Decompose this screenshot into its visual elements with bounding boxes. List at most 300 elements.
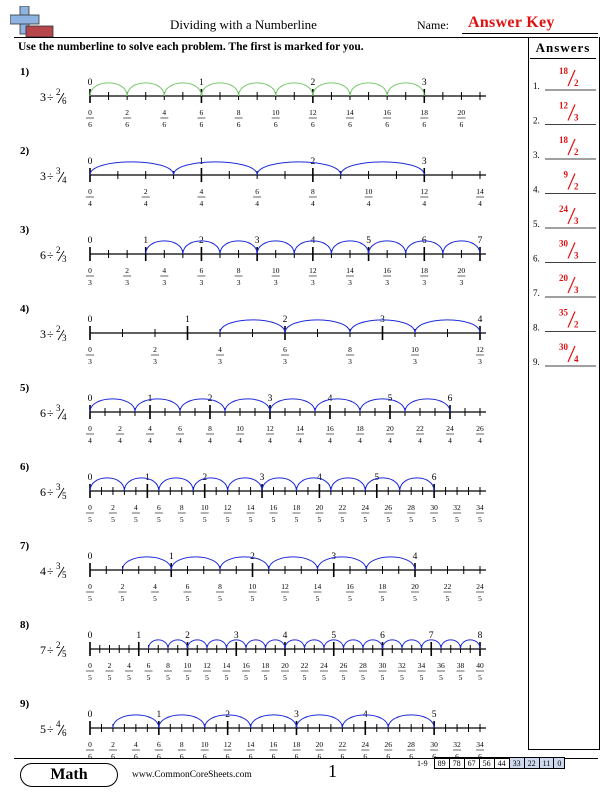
tick-label-numerator: 22 xyxy=(300,661,309,670)
score-cell: 22 xyxy=(524,758,539,769)
tick-label-denominator: 5 xyxy=(88,673,92,682)
problem-number: 1) xyxy=(20,66,30,78)
tick-label-numerator: 4 xyxy=(153,582,157,591)
tick-label-numerator: 12 xyxy=(309,108,317,117)
tick-label-numerator: 16 xyxy=(269,740,278,749)
tick-label-numerator: 18 xyxy=(292,740,301,749)
divisor-numerator: 2 xyxy=(56,245,61,255)
tick-label-numerator: 0 xyxy=(88,187,92,196)
tick-label-numerator: 28 xyxy=(359,661,367,670)
jump-arc xyxy=(123,557,172,570)
tick-label-denominator: 4 xyxy=(255,199,260,208)
tick-label-denominator: 5 xyxy=(294,515,299,524)
tick-label-denominator: 4 xyxy=(88,199,92,208)
tick-label-denominator: 5 xyxy=(134,515,138,524)
answer-denominator: 3 xyxy=(574,216,579,226)
tick-label-numerator: 24 xyxy=(361,740,370,749)
whole-number-label: 6 xyxy=(421,236,427,246)
tick-label-denominator: 3 xyxy=(478,357,482,366)
tick-label-denominator: 5 xyxy=(363,515,368,524)
tick-label-denominator: 6 xyxy=(478,752,482,761)
jump-arc xyxy=(405,399,450,412)
tick-label-denominator: 5 xyxy=(202,515,207,524)
tick-label-denominator: 6 xyxy=(432,752,436,761)
answer-numerator: 12 xyxy=(559,100,568,111)
whole-number-label: 4 xyxy=(317,473,322,483)
tick-label-denominator: 6 xyxy=(348,120,352,129)
whole-number-label: 5 xyxy=(366,236,371,246)
whole-number-label: 1 xyxy=(168,552,174,562)
tick-label-denominator: 5 xyxy=(361,673,365,682)
tick-label-numerator: 10 xyxy=(236,424,244,433)
score-cell: 89 xyxy=(434,758,449,769)
tick-label-denominator: 3 xyxy=(385,278,390,287)
tick-label-numerator: 24 xyxy=(446,424,454,433)
tick-label-denominator: 6 xyxy=(134,752,138,761)
tick-label-denominator: 6 xyxy=(202,752,207,761)
whole-number-label: 1 xyxy=(156,710,162,720)
tick-label-denominator: 6 xyxy=(88,120,92,129)
tick-label-denominator: 5 xyxy=(248,515,253,524)
divisor-numerator: 3 xyxy=(56,403,61,413)
whole-number-label: 2 xyxy=(282,315,288,325)
whole-number-label: 2 xyxy=(310,78,316,88)
tick-label-numerator: 14 xyxy=(313,582,322,591)
tick-label-numerator: 30 xyxy=(430,503,438,512)
whole-number-label: 0 xyxy=(87,315,93,325)
answer-number: 2. xyxy=(533,115,540,126)
tick-label-numerator: 0 xyxy=(88,740,92,749)
tick-label-numerator: 12 xyxy=(203,661,211,670)
tick-label-denominator: 5 xyxy=(341,673,346,682)
answer-numerator: 24 xyxy=(559,204,568,214)
tick-label-denominator: 6 xyxy=(317,752,322,761)
whole-number-label: 2 xyxy=(199,236,204,246)
tick-label-denominator: 5 xyxy=(478,515,482,524)
tick-label-numerator: 26 xyxy=(384,503,392,512)
tick-label-denominator: 3 xyxy=(88,278,92,287)
division-sign: ÷ xyxy=(47,169,54,183)
jump-arc xyxy=(135,399,180,412)
whole-number-label: 3 xyxy=(421,157,427,167)
divisor-denominator: 3 xyxy=(62,254,67,264)
tick-label-denominator: 6 xyxy=(88,752,92,761)
tick-label-numerator: 4 xyxy=(134,503,138,512)
whole-number-label: 2 xyxy=(185,631,190,641)
tick-label-denominator: 5 xyxy=(283,673,287,682)
tick-label-denominator: 5 xyxy=(478,594,482,603)
tick-label-denominator: 5 xyxy=(386,515,391,524)
tick-label-denominator: 6 xyxy=(225,752,230,761)
division-sign: ÷ xyxy=(47,643,54,657)
tick-label-numerator: 0 xyxy=(88,266,92,275)
division-sign: ÷ xyxy=(47,90,54,104)
tick-label-numerator: 22 xyxy=(338,503,347,512)
tick-label-denominator: 4 xyxy=(178,436,182,445)
problem-dividend: 4 xyxy=(40,564,46,578)
tick-label-numerator: 24 xyxy=(320,661,328,670)
tick-label-numerator: 6 xyxy=(156,740,161,749)
site-url: www.CommonCoreSheets.com xyxy=(132,770,252,780)
problem-dividend: 3 xyxy=(40,169,46,183)
whole-number-label: 3 xyxy=(254,236,260,246)
tick-label-numerator: 12 xyxy=(309,266,317,275)
tick-label-numerator: 4 xyxy=(134,740,138,749)
answer-number: 6. xyxy=(533,253,540,264)
tick-label-numerator: 16 xyxy=(383,108,391,117)
name-label: Name: xyxy=(417,18,449,32)
answers-title: Answers xyxy=(535,40,591,55)
tick-label-numerator: 14 xyxy=(246,740,255,749)
problem-dividend: 6 xyxy=(40,248,46,262)
answer-number: 4. xyxy=(533,184,540,195)
tick-label-numerator: 12 xyxy=(281,582,289,591)
tick-label-numerator: 40 xyxy=(476,661,484,670)
tick-label-numerator: 14 xyxy=(246,503,255,512)
answer-key-label: Answer Key xyxy=(468,14,555,31)
answer-denominator: 2 xyxy=(574,78,579,88)
jump-arc xyxy=(228,478,262,491)
score-cell: 78 xyxy=(449,758,464,769)
jump-arc xyxy=(331,478,365,491)
tick-label-numerator: 18 xyxy=(378,582,387,591)
jump-arc xyxy=(171,557,220,570)
jump-arc xyxy=(90,399,135,412)
divisor-denominator: 5 xyxy=(62,491,67,501)
tick-label-numerator: 14 xyxy=(296,424,304,433)
tick-label-numerator: 10 xyxy=(200,740,209,749)
tick-label-denominator: 6 xyxy=(125,120,130,129)
tick-label-numerator: 6 xyxy=(156,503,161,512)
whole-number-label: 2 xyxy=(310,157,316,167)
tick-label-numerator: 12 xyxy=(476,345,484,354)
answer-number: 8. xyxy=(533,322,540,333)
tick-label-denominator: 5 xyxy=(218,594,222,603)
tick-label-denominator: 6 xyxy=(340,752,345,761)
division-sign: ÷ xyxy=(47,406,54,420)
jump-arc xyxy=(257,162,341,175)
tick-label-numerator: 24 xyxy=(361,503,370,512)
whole-number-label: 0 xyxy=(87,473,93,483)
tick-label-denominator: 3 xyxy=(88,357,92,366)
tick-label-numerator: 6 xyxy=(185,582,190,591)
divisor-denominator: 6 xyxy=(62,728,67,738)
tick-label-denominator: 5 xyxy=(432,515,436,524)
divisor-denominator: 4 xyxy=(62,412,67,422)
tick-label-denominator: 6 xyxy=(422,120,427,129)
tick-label-denominator: 5 xyxy=(224,673,229,682)
problem-dividend: 7 xyxy=(40,643,46,657)
tick-label-denominator: 6 xyxy=(386,752,391,761)
tick-label-numerator: 0 xyxy=(88,345,92,354)
tick-label-numerator: 34 xyxy=(476,503,484,512)
tick-label-numerator: 0 xyxy=(88,108,92,117)
tick-label-denominator: 6 xyxy=(409,752,414,761)
jump-arc xyxy=(270,399,315,412)
score-row xyxy=(414,758,565,769)
tick-label-denominator: 3 xyxy=(162,278,167,287)
tick-label-denominator: 3 xyxy=(348,357,352,366)
score-cell: 56 xyxy=(479,758,494,769)
tick-label-denominator: 4 xyxy=(388,436,392,445)
divisor-numerator: 2 xyxy=(56,87,61,97)
tick-label-numerator: 14 xyxy=(222,661,231,670)
jump-arc xyxy=(180,399,225,412)
tick-label-denominator: 4 xyxy=(148,436,152,445)
tick-label-numerator: 16 xyxy=(346,582,354,591)
worksheet-title: Dividing with a Numberline xyxy=(170,17,317,32)
tick-label-denominator: 6 xyxy=(271,752,276,761)
divisor-denominator: 5 xyxy=(62,649,67,659)
whole-number-label: 2 xyxy=(207,394,213,404)
whole-number-label: 4 xyxy=(362,710,368,720)
answer-denominator: 2 xyxy=(574,319,579,330)
tick-label-numerator: 16 xyxy=(383,266,391,275)
tick-label-numerator: 20 xyxy=(386,424,394,433)
tick-label-denominator: 5 xyxy=(88,594,92,603)
whole-number-label: 5 xyxy=(431,710,437,720)
tick-label-numerator: 34 xyxy=(476,740,484,749)
tick-label-numerator: 38 xyxy=(456,661,465,670)
tick-label-numerator: 2 xyxy=(111,503,115,512)
tick-label-denominator: 5 xyxy=(317,515,322,524)
whole-number-label: 1 xyxy=(199,78,204,88)
whole-number-label: 4 xyxy=(477,315,483,325)
tick-label-numerator: 0 xyxy=(88,582,92,591)
score-table xyxy=(414,757,565,769)
whole-number-label: 5 xyxy=(387,394,393,404)
problem-dividend: 6 xyxy=(40,485,46,499)
whole-number-label: 0 xyxy=(87,710,93,720)
whole-number-label: 0 xyxy=(87,394,93,404)
score-cell: 0 xyxy=(554,758,565,769)
tick-label-denominator: 5 xyxy=(348,594,352,603)
tick-label-numerator: 2 xyxy=(125,108,130,117)
answer-numerator: 9 xyxy=(563,169,568,180)
tick-label-denominator: 3 xyxy=(310,278,315,287)
tick-label-numerator: 6 xyxy=(146,661,151,670)
tick-label-numerator: 4 xyxy=(162,266,167,275)
tick-label-denominator: 5 xyxy=(179,515,184,524)
jump-arc xyxy=(174,162,258,175)
jump-arc xyxy=(124,478,158,491)
score-cell: 11 xyxy=(539,758,554,769)
division-sign: ÷ xyxy=(47,248,54,262)
tick-label-numerator: 20 xyxy=(411,582,419,591)
whole-number-label: 1 xyxy=(143,236,149,246)
whole-number-label: 8 xyxy=(477,631,483,641)
whole-number-label: 4 xyxy=(327,394,333,404)
tick-label-denominator: 5 xyxy=(455,515,459,524)
tick-label-denominator: 6 xyxy=(294,752,299,761)
tick-label-denominator: 3 xyxy=(236,278,241,287)
tick-label-numerator: 16 xyxy=(326,424,334,433)
tick-label-denominator: 5 xyxy=(302,673,307,682)
tick-label-numerator: 22 xyxy=(338,740,347,749)
divisor-numerator: 3 xyxy=(56,482,61,492)
jump-arc xyxy=(90,478,124,491)
tick-label-numerator: 12 xyxy=(266,424,274,433)
whole-number-label: 7 xyxy=(477,236,483,246)
answer-denominator: 4 xyxy=(574,354,579,364)
tick-label-denominator: 3 xyxy=(283,357,287,366)
tick-label-numerator: 24 xyxy=(476,582,484,591)
tick-label-denominator: 5 xyxy=(283,594,287,603)
whole-number-label: 5 xyxy=(374,473,380,483)
tick-label-numerator: 14 xyxy=(346,108,354,117)
tick-label-numerator: 18 xyxy=(356,424,364,433)
jump-arc xyxy=(296,478,330,491)
tick-label-denominator: 3 xyxy=(413,357,417,366)
jump-arc xyxy=(360,399,405,412)
whole-number-label: 3 xyxy=(421,78,427,88)
tick-label-numerator: 4 xyxy=(148,424,152,433)
tick-label-numerator: 4 xyxy=(218,345,222,354)
score-cell: 67 xyxy=(464,758,479,769)
page-number: 1 xyxy=(328,761,337,781)
whole-number-label: 1 xyxy=(199,157,204,167)
tick-label-denominator: 6 xyxy=(363,752,368,761)
tick-label-denominator: 5 xyxy=(205,673,209,682)
tick-label-denominator: 5 xyxy=(153,594,157,603)
answer-number: 3. xyxy=(533,150,540,160)
tick-label-numerator: 22 xyxy=(443,582,452,591)
tick-label-denominator: 4 xyxy=(478,436,482,445)
tick-label-numerator: 20 xyxy=(457,108,466,117)
tick-label-denominator: 5 xyxy=(244,673,248,682)
whole-number-label: 3 xyxy=(259,473,265,483)
tick-label-denominator: 6 xyxy=(459,120,464,129)
tick-label-denominator: 6 xyxy=(385,120,390,129)
tick-label-numerator: 32 xyxy=(453,503,461,512)
whole-number-label: 2 xyxy=(202,473,208,483)
tick-label-numerator: 14 xyxy=(476,187,484,196)
tick-label-numerator: 8 xyxy=(236,108,241,117)
score-cell: 44 xyxy=(494,758,509,769)
tick-label-numerator: 18 xyxy=(420,266,429,275)
tick-label-numerator: 12 xyxy=(420,187,429,196)
whole-number-label: 6 xyxy=(447,394,453,404)
tick-label-numerator: 6 xyxy=(199,108,204,117)
tick-label-denominator: 5 xyxy=(185,673,190,682)
tick-label-numerator: 6 xyxy=(199,266,204,275)
problem-number: 7) xyxy=(20,540,30,552)
whole-number-label: 3 xyxy=(294,710,299,720)
tick-label-denominator: 5 xyxy=(340,515,345,524)
whole-number-label: 1 xyxy=(136,631,142,641)
whole-number-label: 0 xyxy=(87,78,93,88)
answer-denominator: 3 xyxy=(574,112,579,123)
tick-label-numerator: 18 xyxy=(292,503,301,512)
tick-label-denominator: 5 xyxy=(185,594,190,603)
whole-number-label: 6 xyxy=(380,631,385,641)
tick-label-denominator: 5 xyxy=(156,515,161,524)
tick-label-denominator: 5 xyxy=(271,515,276,524)
problem-number: 5) xyxy=(20,382,30,394)
tick-label-denominator: 5 xyxy=(445,594,450,603)
jump-arc xyxy=(366,557,415,570)
tick-label-numerator: 10 xyxy=(200,503,209,512)
whole-number-label: 1 xyxy=(147,394,153,404)
tick-label-denominator: 6 xyxy=(179,752,184,761)
tick-label-denominator: 4 xyxy=(199,199,204,208)
tick-label-numerator: 4 xyxy=(127,661,131,670)
tick-label-denominator: 5 xyxy=(458,673,463,682)
answer-denominator: 3 xyxy=(574,285,579,295)
tick-label-numerator: 18 xyxy=(261,661,270,670)
tick-label-denominator: 5 xyxy=(322,673,326,682)
tick-label-denominator: 4 xyxy=(88,436,92,445)
tick-label-numerator: 8 xyxy=(208,424,212,433)
tick-label-denominator: 4 xyxy=(422,199,427,208)
whole-number-label: 4 xyxy=(412,552,418,562)
divisor-denominator: 6 xyxy=(62,96,67,106)
problem-number: 4) xyxy=(20,303,30,315)
tick-label-denominator: 5 xyxy=(107,673,112,682)
whole-number-label: 1 xyxy=(185,315,190,325)
tick-label-denominator: 5 xyxy=(400,673,404,682)
problem-number: 6) xyxy=(20,461,30,473)
tick-label-denominator: 3 xyxy=(125,278,130,287)
jump-arc xyxy=(225,399,270,412)
tick-label-numerator: 26 xyxy=(476,424,484,433)
answer-number: 1. xyxy=(533,81,540,91)
divisor-numerator: 2 xyxy=(56,640,61,650)
whole-number-label: 4 xyxy=(282,631,288,641)
tick-label-numerator: 26 xyxy=(384,740,392,749)
answer-denominator: 2 xyxy=(574,147,579,157)
tick-label-numerator: 4 xyxy=(199,187,204,196)
jump-arc xyxy=(262,478,296,491)
whole-number-label: 0 xyxy=(87,631,93,641)
tick-label-numerator: 8 xyxy=(310,187,315,196)
problem-dividend: 3 xyxy=(40,90,46,104)
whole-number-label: 3 xyxy=(267,394,273,404)
tick-label-denominator: 5 xyxy=(146,673,151,682)
whole-number-label: 7 xyxy=(428,631,434,641)
answer-denominator: 2 xyxy=(574,181,579,192)
tick-label-numerator: 8 xyxy=(236,266,241,275)
tick-label-denominator: 6 xyxy=(455,752,459,761)
jump-arc xyxy=(318,557,367,570)
answer-number: 5. xyxy=(533,219,540,229)
answer-numerator: 30 xyxy=(559,342,568,352)
tick-label-denominator: 6 xyxy=(310,120,315,129)
tick-label-numerator: 2 xyxy=(111,740,115,749)
problem-dividend: 6 xyxy=(40,406,46,420)
tick-label-numerator: 16 xyxy=(242,661,250,670)
tick-label-numerator: 10 xyxy=(364,187,373,196)
tick-label-numerator: 20 xyxy=(457,266,466,275)
tick-label-denominator: 5 xyxy=(120,594,125,603)
problem-number: 3) xyxy=(20,224,30,236)
division-sign: ÷ xyxy=(47,564,54,578)
divisor-denominator: 4 xyxy=(62,175,67,185)
whole-number-label: 0 xyxy=(87,157,93,167)
answer-numerator: 18 xyxy=(559,66,568,76)
tick-label-denominator: 4 xyxy=(366,199,371,208)
division-sign: ÷ xyxy=(47,485,54,499)
jump-arc xyxy=(90,162,174,175)
answer-numerator: 20 xyxy=(559,273,568,283)
score-cell: 33 xyxy=(509,758,524,769)
divisor-numerator: 3 xyxy=(56,166,61,176)
tick-label-numerator: 0 xyxy=(88,661,92,670)
tick-label-numerator: 28 xyxy=(407,740,415,749)
tick-label-denominator: 5 xyxy=(380,594,385,603)
tick-label-denominator: 3 xyxy=(459,278,464,287)
tick-label-denominator: 5 xyxy=(127,673,131,682)
